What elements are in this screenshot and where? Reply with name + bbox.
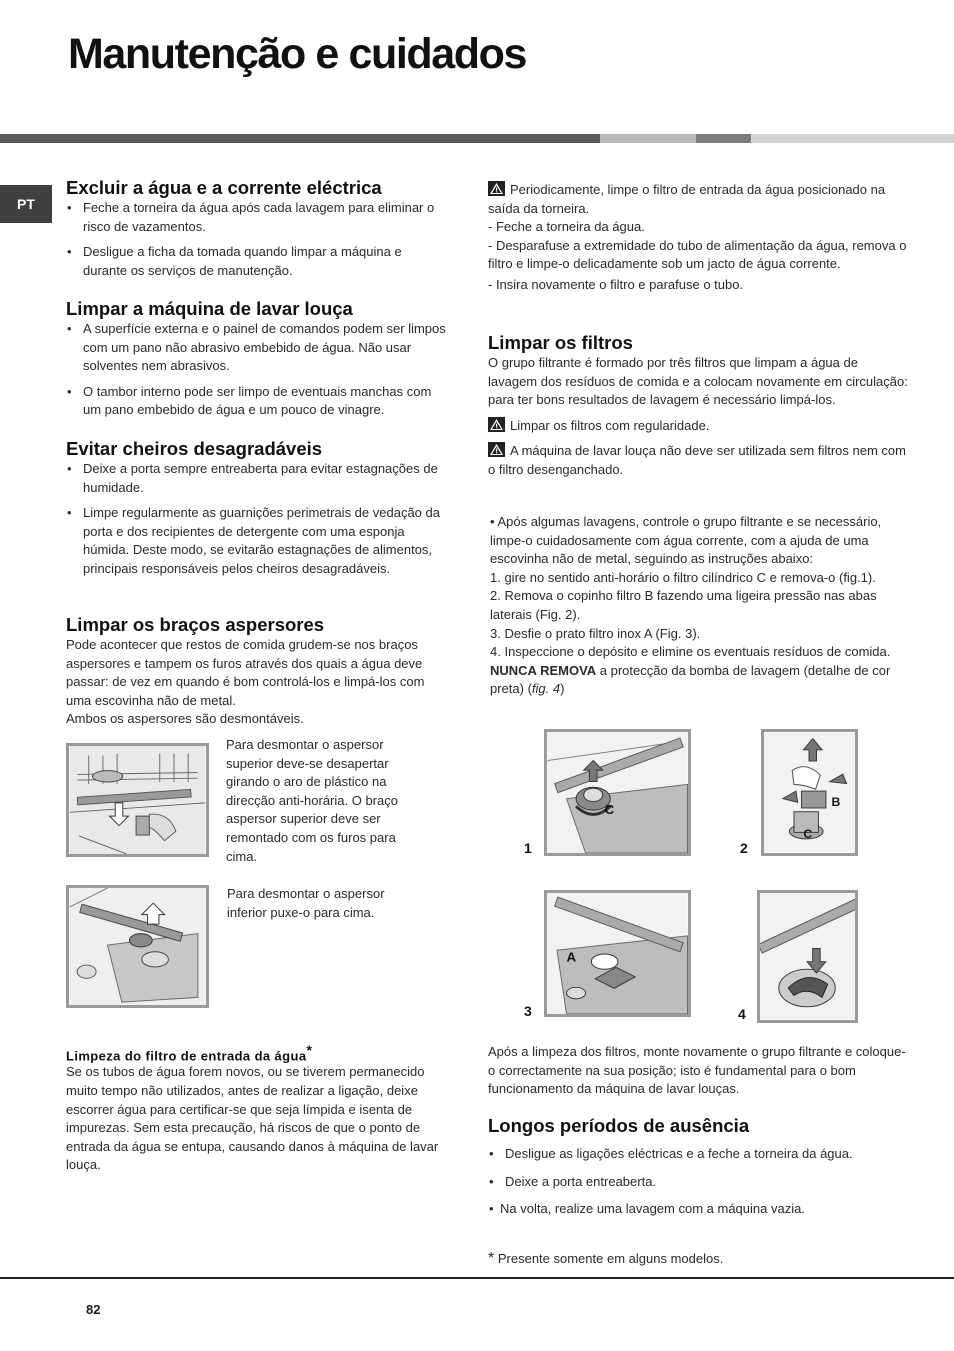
instruction-line: - Desparafuse a extremidade do tubo de alimentação da água, remova o filtro e limpe-o delicadamente sob um jacto de água corrente. (488, 237, 907, 272)
footnote-asterisk: * (488, 1250, 495, 1267)
paragraph: Pode acontecer que restos de comida grudem-se nos braços aspersores e tampem os furos através dos quais a água deve passar: de vez em quando é bom controlá-los e limpá-los com uma escovinha não de metal. (66, 637, 425, 708)
section-title: Evitar cheiros desagradáveis (66, 438, 323, 459)
warning-note (488, 442, 908, 479)
filter-figure-1 (544, 729, 691, 856)
header-bar-pale (751, 134, 954, 143)
list-item: • O tambor interno pode ser limpo de eventuais manchas com um pano embebido de água e um pouco de vinagre. (66, 383, 446, 420)
section-title: Limpar os filtros (488, 332, 633, 353)
filter-label-c: C (803, 827, 813, 841)
step-4-fig-ref: fig. 4 (531, 681, 561, 697)
instruction-line: - Insira novamente o filtro e parafuse o tubo. (488, 276, 744, 292)
section-odours (66, 438, 446, 586)
list-item: • Deixe a porta entreaberta. (488, 1173, 908, 1192)
section-title: Limpar os braços aspersores (66, 614, 325, 635)
lower-spray-arm-illustration (66, 885, 209, 1008)
warning-icon (488, 417, 505, 432)
step-4-text-cont: a protecção da bomba de lavagem (detalhe de cor preta) ( (490, 662, 891, 697)
figure-number-1: 1 (524, 840, 532, 856)
header-bar-dark (0, 134, 600, 143)
upper-spray-arm-illustration (66, 743, 209, 857)
paragraph: O grupo filtrante é formado por três filtros que limpam a água de lavagem dos resíduos de comida e a colocam novamente em circulação: para ter bons resultados de lavagem é necessário limpá-los. (488, 355, 908, 408)
section-inlet-filter (66, 1042, 446, 1175)
section-clean-machine (66, 298, 446, 427)
figure-number-2: 2 (740, 840, 748, 856)
header-bar-mid (696, 134, 751, 143)
list-item: • Feche a torneira da água após cada lavagem para eliminar o risco de vazamentos. (66, 199, 446, 236)
page-title: Manutenção e cuidados (68, 30, 527, 78)
page-number: 82 (86, 1302, 101, 1317)
header-bar-light (600, 134, 696, 143)
step-4-warning: NUNCA REMOVA (490, 662, 597, 678)
instruction-line (488, 181, 908, 218)
filter-figure-2 (761, 729, 858, 856)
step-4-text: 4. Inspeccione o depósito e elimine os eventuais resíduos de comida. (490, 644, 891, 660)
section-title: Longos períodos de ausência (488, 1115, 750, 1136)
paragraph: Ambos os aspersores são desmontáveis. (66, 711, 304, 727)
warning-text: A máquina de lavar louça não deve ser utilizada sem filtros nem com o filtro desenganchado. (488, 443, 906, 477)
filter-steps (490, 513, 902, 699)
paragraph: Se os tubos de água forem novos, ou se tiverem permanecido muito tempo não utilizados, antes de realizar a ligação, deixe escorrer água para certificar-se que seja límpida e isenta de impurezas. Sem esta precaução, há riscos de que o ponto de entrada da água se entupa, causando danos à máquina de lavar louça. (66, 1064, 439, 1173)
section-title: Limpar a máquina de lavar louça (66, 298, 353, 319)
footnote-text: Presente somente em alguns modelos. (497, 1251, 724, 1266)
step-4 (490, 643, 902, 699)
step-3: 3. Desfie o prato filtro inox A (Fig. 3). (490, 625, 701, 641)
asterisk-mark: * (306, 1042, 313, 1058)
step-1: 1. gire no sentido anti-horário o filtro cilíndrico C e remova-o (fig.1). (490, 569, 876, 585)
subsection-title-text: Limpeza do filtro de entrada da água (66, 1048, 307, 1064)
section-spray-arms (66, 614, 446, 729)
filter-label-c: C (604, 801, 615, 817)
figure-number-3: 3 (524, 1003, 532, 1019)
step-2: 2. Remova o copinho filtro B fazendo uma ligeira pressão nas abas laterais (Fig. 2). (490, 588, 877, 622)
warning-icon (488, 442, 505, 457)
section-clean-filters (488, 332, 908, 480)
list-item: • Deixe a porta sempre entreaberta para evitar estagnações de humidade. (66, 460, 446, 497)
list-item: • A superfície externa e o painel de comandos podem ser limpos com um pano não abrasivo embebido de água. Não usar solventes nem abrasivos. (66, 320, 446, 376)
list-item: • Limpe regularmente as guarnições perimetrais de vedação da porta e dos recipientes de detergente com uma esponja húmida. Deste modo, se evitarão estagnações de alimentos, principais responsáveis pelos cheiros desagradáveis. (66, 504, 446, 578)
list-item: • Desligue as ligações eléctricas e a feche a torneira da água. (488, 1145, 908, 1164)
step-4-text-end: ) (560, 681, 565, 697)
lower-spray-arm-text: Para desmontar o aspersor inferior puxe-o para cima. (227, 886, 385, 920)
after-cleaning-paragraph: Após a limpeza dos filtros, monte novamente o grupo filtrante e coloque-o correctamente na sua posição; isto é fundamental para o bom funcionamento da máquina de lavar louças. (488, 1044, 906, 1097)
instruction-line: - Feche a torneira da água. (488, 219, 645, 235)
filter-label-b: B (831, 795, 841, 810)
section-water-power (66, 177, 446, 287)
subsection-title (66, 1042, 446, 1063)
filter-label-a: A (566, 949, 577, 965)
steps-intro: • Após algumas lavagens, controle o grupo filtrante e se necessário, limpe-o cuidadosamente com água corrente, com a ajuda de uma escovinha não de metal, seguindo as instruções abaixo: (490, 514, 882, 567)
warning-text: Limpar os filtros com regularidade. (510, 417, 710, 433)
instruction-text: Periodicamente, limpe o filtro de entrada da água posicionado na saída da torneira. (488, 182, 886, 216)
section-long-absence (488, 1115, 908, 1226)
upper-spray-arm-text: Para desmontar o aspersor superior deve-se desapertar girando o aro de plástico na direcção anti-horária. O braço aspersor superior deve ser remontado com os furos para cima. (226, 737, 398, 864)
list-item: • Na volta, realize uma lavagem com a máquina vazia. (488, 1200, 908, 1219)
list-item: • Desligue a ficha da tomada quando limpar a máquina e durante os serviços de manutenção. (66, 243, 446, 280)
footer-rule (0, 1277, 954, 1279)
section-title: Excluir a água e a corrente eléctrica (66, 177, 382, 198)
warning-note (488, 417, 908, 436)
inlet-filter-instructions (488, 181, 908, 295)
footnote (488, 1250, 908, 1269)
filter-figure-3 (544, 890, 691, 1017)
filter-figure-4 (757, 890, 858, 1023)
warning-icon (488, 181, 505, 196)
language-tab: PT (0, 185, 52, 223)
figure-number-4: 4 (738, 1006, 746, 1022)
